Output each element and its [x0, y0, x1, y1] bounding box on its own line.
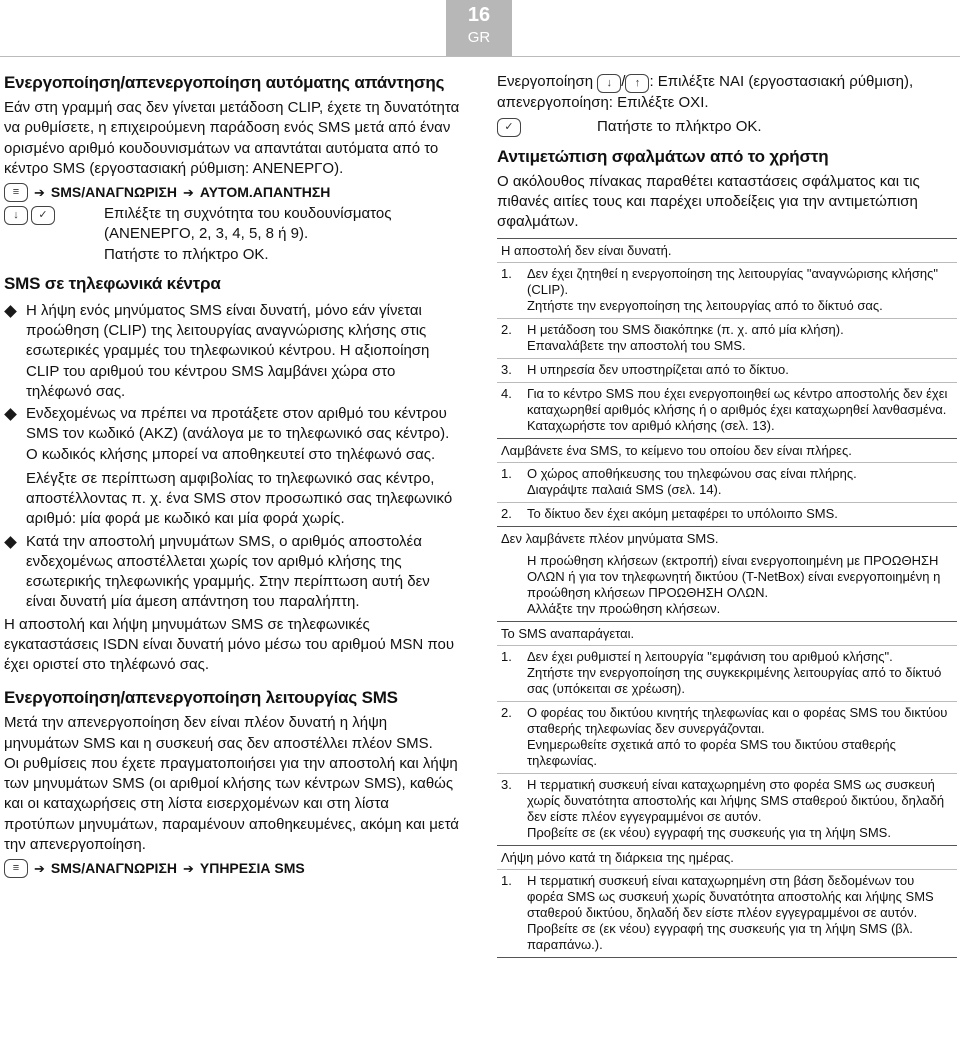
auto-answer-heading: Ενεργοποίηση/απενεργοποίηση αυτόματης απάντησης — [4, 73, 445, 92]
pbx-bullet-sender: Κατά την αποστολή μηνυμάτων SMS, ο αριθμός αποστολέα ενδεχομένως αποστέλλεται χωρίς τον αριθμό κλήσης της εσωτερικής τηλεφωνικής γραμμής. Στην περίπτωση αυτή δεν είναι δυνατή μία άμεση απάντηση του παραλήπτη. — [4, 532, 460, 613]
troubleshooting-heading: Αντιμετώπιση σφαλμάτων από το χρήστη — [497, 146, 829, 166]
page-tab — [446, 0, 512, 56]
arrow-right-icon: ➔ — [182, 184, 194, 200]
activation-text: : Επιλέξτε ΝΑΙ (εργοστασιακή ρύθμιση), απενεργοποίηση: Επιλέξτε ΟΧΙ. — [497, 73, 914, 111]
ok-key-icon: ✓ — [497, 118, 521, 137]
ok-key-icon: ✓ — [31, 206, 55, 225]
menu-key-icon: ≡ — [4, 859, 28, 878]
pbx-bullet-code-note: Ελέγξτε σε περίπτωση αμφιβολίας το τηλεφωνικό σας κέντρο, αποστέλλοντας π. χ. ένα SMS στον προσωπικό σας τηλεφωνικό αριθμό: μία φορά με κωδικό και μία φορά χωρίς. — [26, 469, 453, 528]
auto-answer-step — [4, 204, 460, 265]
table-row: 1. Η τερματική συσκευή είναι καταχωρημένη στη βάση δεδομένων του φορέα SMS ως συσκευή χωρίς δυνατότητα αποστολής και λήψης SMS σταθερού δικτύου, δηλαδή δεν είστε πλέον εγγεγραμμένοι σε αυτόν. Προβείτε σε (εκ νέου) εγγραφή της συσκευής για τη λήψη SMS (βλ. παραπάνω.). — [497, 869, 957, 957]
table-row: 3. Η υπηρεσία δεν υποστηρίζεται από το δίκτυο. — [497, 358, 957, 382]
troubleshooting-table — [497, 238, 957, 958]
left-column — [4, 72, 460, 878]
sms-service-toggle-step: Ενεργοποίηση ↓ / ↑ : Επιλέξτε ΝΑΙ (εργοστασιακή ρύθμιση), απενεργοποίηση: Επιλέξτε ΟΧΙ. — [497, 73, 914, 111]
menu-path-sms-service: ΥΠΗΡΕΣΙΑ SMS — [199, 860, 305, 877]
problem-sms-played: Το SMS αναπαράγεται. — [497, 621, 957, 645]
problem-no-sms-received: Δεν λαμβάνετε πλέον μηνύματα SMS. — [497, 526, 957, 550]
nav-up-key-icon: ↑ — [625, 74, 649, 93]
pbx-bullet-code: Ενδεχομένως να πρέπει να προτάξετε στον αριθμό του κέντρου SMS τον κωδικό (ΑΚΖ) (ανάλογα με το τηλεφωνικό σας κέντρο). Ο κωδικός κλήσης μπορεί να αποθηκευτεί στο τηλέφωνό σας. Ελέγξτε σε περίπτωση αμφιβολίας το τηλεφωνικό σας κέντρο, αποστέλλοντας π. χ. ένα SMS στον προσωπικό σας τηλεφωνικό αριθμό: μία φορά με κωδικό και μία φορά χωρίς. — [4, 404, 460, 530]
arrow-right-icon: ➔ — [34, 860, 45, 876]
arrow-right-icon: ➔ — [182, 860, 194, 876]
problem-send-failed: Η αποστολή δεν είναι δυνατή. — [497, 238, 957, 262]
menu-path-sms: SMS/ΑΝΑΓΝΩΡΙΣΗ — [50, 184, 177, 201]
page-number: 16 — [467, 4, 491, 26]
activation-label: Ενεργοποίηση — [497, 73, 594, 90]
pbx-isdn-note: Η αποστολή και λήψη μηνυμάτων SMS σε τηλεφωνικές εγκαταστάσεις ISDN είναι δυνατή μόνο μέσω του αριθμού MSN που έχει οριστεί στο τηλέφωνό σας. — [4, 615, 455, 673]
table-row: 2. Ο φορέας του δικτύου κινητής τηλεφωνίας και ο φορέας SMS του δικτύου σταθερής τηλεφωνίας δεν συνεργάζονται. Ενημερωθείτε σχετικά από το φορέα SMS του δικτύου σταθερής τηλεφωνίας. — [497, 701, 957, 773]
sms-function-body-2: Οι ρυθμίσεις που έχετε πραγματοποιήσει για την αποστολή και λήψη των μηνυμάτων SMS (οι αριθμοί κλήσης των κέντρων SMS), καθώς και οι καταχωρήσεις στη λίστα εισερχομένων και στη λίστα προτύπων μηνυμάτων, παραμένουν αποθηκευμένες, ακόμη και μετά την απενεργοποίηση. — [4, 754, 459, 853]
header-rule — [0, 56, 960, 57]
auto-answer-step-ok: Πατήστε το πλήκτρο ΟΚ. — [104, 245, 269, 263]
table-row: 2. Το δίκτυο δεν έχει ακόμη μεταφέρει το υπόλοιπο SMS. — [497, 502, 957, 526]
auto-answer-menu-path — [4, 183, 460, 202]
sms-function-body-1: Μετά την απενεργοποίηση δεν είναι πλέον δυνατή η λήψη μηνυμάτων SMS και η συσκευή σας δεν αποστέλλει πλέον SMS. — [4, 714, 433, 752]
menu-path-sms: SMS/ΑΝΑΓΝΩΡΙΣΗ — [50, 860, 177, 877]
nav-down-key-icon: ↓ — [4, 206, 28, 225]
table-row: 1. Δεν έχει ζητηθεί η ενεργοποίηση της λειτουργίας "αναγνώρισης κλήσης" (CLIP). Ζητήστε την ενεργοποίηση της λειτουργίας από το δίκτυό σας. — [497, 262, 957, 318]
table-row: 1. Δεν έχει ρυθμιστεί η λειτουργία "εμφάνιση του αριθμού κλήσης". Ζητήστε την ενεργοποίηση της συγκεκριμένης λειτουργίας από το δίκτυό σας (υπόκειται σε χρέωση). — [497, 645, 957, 701]
pbx-bullet-clip: Η λήψη ενός μηνύματος SMS είναι δυνατή, μόνο εάν γίνεται προώθηση (CLIP) της λειτουργίας αναγνώρισης κλήσης στις εσωτερικές γραμμές του τηλεφωνικού κέντρου. Η αξιοποίηση CLIP του αριθμού του κέντρου SMS λαμβάνει χώρα στο τηλέφωνό σας. — [4, 301, 460, 402]
menu-key-icon: ≡ — [4, 183, 28, 202]
pbx-heading: SMS σε τηλεφωνικά κέντρα — [4, 273, 221, 293]
table-row: Η προώθηση κλήσεων (εκτροπή) είναι ενεργοποιημένη με ΠΡΟΩΘΗΣΗ ΟΛΩΝ ή για τον τηλεφωνητή δικτύου (T-NetBox) είναι ενεργοποιημένη η προώθηση κλήσεων ΠΡΟΩΘΗΣΗ ΟΛΩΝ. Αλλάξτε την προώθηση κλήσεων. — [527, 553, 941, 617]
page-language: GR — [467, 29, 491, 46]
problem-daytime-only: Λήψη μόνο κατά τη διάρκεια της ημέρας. — [497, 845, 957, 869]
pbx-bullet-list — [4, 301, 460, 613]
table-row: 2. Η μετάδοση του SMS διακόπηκε (π. χ. από μία κλήση). Επαναλάβετε την αποστολή του SMS. — [497, 318, 957, 358]
table-row: 1. Ο χώρος αποθήκευσης του τηλεφώνου σας είναι πλήρης. Διαγράψτε παλαιά SMS (σελ. 14). — [497, 462, 957, 502]
table-row: 4. Για το κέντρο SMS που έχει ενεργοποιηθεί ως κέντρο αποστολής δεν έχει καταχωρηθεί αριθμός κλήσης ή ο αριθμός έχει καταχωρηθεί λανθασμένα. Καταχωρήστε τον αριθμό κλήσης (σελ. 13). — [497, 382, 957, 438]
sms-service-menu-path — [4, 859, 460, 878]
arrow-right-icon: ➔ — [34, 184, 45, 200]
sms-service-ok-text: Πατήστε το πλήκτρο ΟΚ. — [597, 118, 762, 136]
nav-down-key-icon: ↓ — [597, 74, 621, 93]
right-column — [497, 72, 957, 958]
sms-service-ok-step — [497, 117, 957, 137]
menu-path-auto-answer: ΑΥΤΟΜ.ΑΠΑΝΤΗΣΗ — [199, 184, 331, 201]
table-row: 3. Η τερματική συσκευή είναι καταχωρημένη στο φορέα SMS ως συσκευή χωρίς δυνατότητα αποστολής και λήψης SMS σταθερού δικτύου, δηλαδή δεν είστε πλέον εγγεγραμμένοι σε αυτόν. Προβείτε σε (εκ νέου) εγγραφή της συσκευής για τη λήψη SMS. — [497, 773, 957, 845]
problem-incomplete-sms: Λαμβάνετε ένα SMS, το κείμενο του οποίου δεν είναι πλήρες. — [497, 438, 957, 462]
sms-function-heading: Ενεργοποίηση/απενεργοποίηση λειτουργίας SMS — [4, 688, 398, 708]
auto-answer-body: Εάν στη γραμμή σας δεν γίνεται μετάδοση CLIP, έχετε τη δυνατότητα να ρυθμίσετε, η επιχειρούμενη παράδοση ενός SMS μετά από έναν ορισμένο αριθμό κουδουνισμάτων να απαντάται αυτόματα από το κέντρο SMS (εργοστασιακή ρύθμιση: ΑΝΕΝΕΡΓΟ). — [4, 99, 460, 177]
troubleshooting-intro: Ο ακόλουθος πίνακας παραθέτει καταστάσεις σφάλματος και τις πιθανές αιτίες τους και παρέχει υποδείξεις για την αντιμετώπιση σφαλμάτων. — [497, 172, 920, 230]
auto-answer-step-select: Επιλέξτε τη συχνότητα του κουδουνίσματος (ΑΝΕΝΕΡΓΟ, 2, 3, 4, 5, 8 ή 9). — [104, 205, 392, 243]
